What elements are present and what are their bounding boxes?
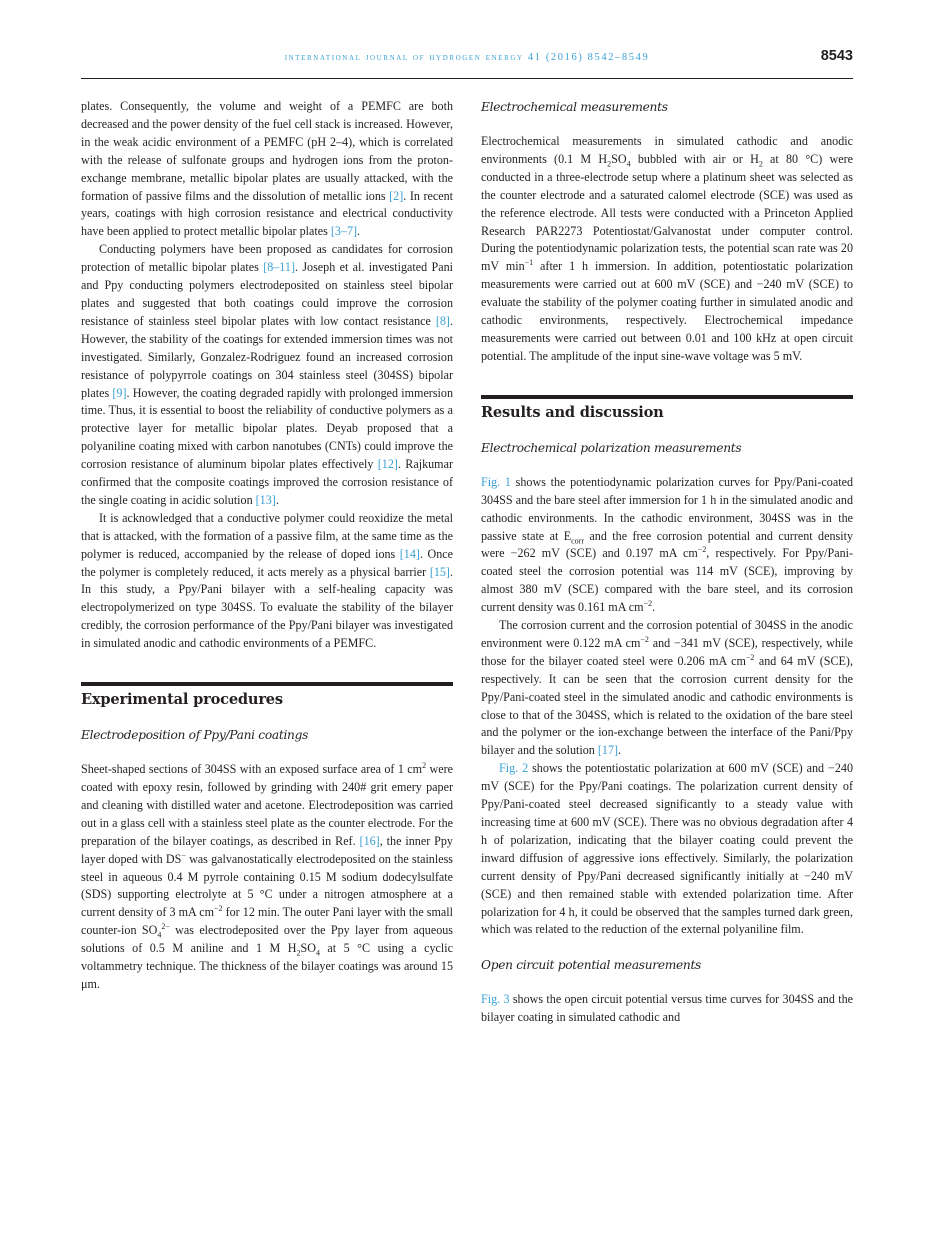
paragraph: Fig. 2 shows the potentiostatic polarization at 600 mV (SCE) and −240 mV (SCE) for the Ppy/Pani coatings. The polarization current density of Ppy/Pani-coated steel decreased significantly to a steady value with increasing time at 600 mV (SCE). There was no obvious degradation after 4 h of polarization, indicating that the bilayer coating could prevent the inward diffusion of aggressive ions effectively. Similarly, the polarization current density of Ppy/Pani decreased significantly initially at −240 mV (SCE) and then remained stable with extended polarization time. After polarization for 4 h, it could be observed that the samples turned dark green, which was related to the reduction of the external polyaniline film. xyxy=(481,761,853,937)
figure-link[interactable]: Fig. 2 xyxy=(499,761,529,776)
section-heading: Results and discussion xyxy=(481,395,853,423)
left-column xyxy=(81,98,453,994)
section-heading: Experimental procedures xyxy=(81,682,453,710)
subsection-heading: Electrochemical polarization measurements xyxy=(481,440,742,455)
paragraph: Electrochemical measurements in simulated cathodic and anodic environments (0.1 M $H_2SO_4$ bubbled with air or $H_2$ at 80 °C) were conducted in a three-electrode setup where a platinum sheet was selected as the counter electrode and a saturated calomel electrode (SCE) was used as the reference electrode. All tests were conducted with a Princeton Applied Research PAR2273 Potentiostat/Galvanostat under computer control. During the potentiodynamic polarization tests, the potential scan rate was 20 mV $\min^{-1}$ after 1 h immersion. In addition, potentiostatic polarization measurements were carried out at 600 mV (SCE) and −240 mV (SCE) to evaluate the stability of the polymer coating further in simulated anodic and cathodic environments, respectively. Electrochemical impedance measurements were carried out between 0.01 and 100 kHz at open circuit potential. The amplitude of the input sine-wave voltage was 5 mV. xyxy=(481,134,853,363)
paragraph: It is acknowledged that a conductive polymer could reoxidize the metal that is attacked, with the formation of a passive film, at the same time as the polymer is reduced, accompanied by the release of doped ions [14]. Once the polymer is completely reduced, it acts merely as a physical barrier [15]. In this study, a Ppy/Pani bilayer with a self-healing capacity was electropolymerized on type 304SS. To evaluate the stability of the bilayer credibly, the corrosion performance of the Ppy/Pani bilayer was investigated in simulated anodic and cathodic environments of a PEMFC. xyxy=(81,510,453,651)
right-column xyxy=(481,98,853,1027)
citation-link[interactable]: [14] xyxy=(399,546,420,561)
running-header xyxy=(81,48,853,79)
journal-title: international journal of hydrogen energy 41 (2016) 8542–8549 xyxy=(284,52,650,63)
page-number: 8543 xyxy=(820,48,853,64)
paragraph: Sheet-shaped sections of 304SS with an exposed surface area of 1 $cm^2$ were coated with epoxy resin, followed by grinding with 240# grit emery paper and cleaning with distilled water and acetone. Electrodeposition was carried out in a glass cell with a stainless steel plate as the counter electrode. For the preparation of the bilayer coatings, as described in Ref. [16], the inner Ppy layer doped with DS− was galvanostatically electrodeposited on the stainless steel in aqueous 0.4 M pyrrole containing 0.15 M sodium dodecylsulfate (SDS) supporting electrolyte at 5 °C under a nitrogen atmosphere at a current density of 3 mA $cm^{-2}$ for 12 min. The outer Pani layer with the small counter-ion $SO_4^{2-}$ was electrodeposited over the Ppy layer from aqueous solutions of 0.5 M aniline and 1 M $H_2SO_4$ at 5 °C using a cyclic voltammetry technique. The thickness of the bilayer coatings was around 15 μm. xyxy=(81,761,454,991)
figure-link[interactable]: Fig. 3 xyxy=(481,992,510,1007)
paragraph: Fig. 3 shows the open circuit potential versus time curves for 304SS and the bilayer coating in simulated cathodic and xyxy=(481,992,853,1025)
paragraph: plates. Consequently, the volume and weight of a PEMFC are both decreased and the power density of the fuel cell stack is increased. However, in the weak acidic environment of a PEMFC (pH 2–4), which is correlated with the release of sulfonate groups and hydrogen ions from the proton-exchange membrane, metallic bipolar plates are usually attacked, with the formation of passive films and the dissolution of metallic ions [2]. In recent years, coatings with high corrosion resistance and electrical conductivity have been applied to protect metallic bipolar plates [3–7]. xyxy=(81,99,453,239)
subsection-heading: Open circuit potential measurements xyxy=(481,958,702,973)
citation-link[interactable]: [2] xyxy=(389,188,404,203)
citation-link[interactable]: [8–11] xyxy=(263,260,295,275)
citation-link[interactable]: [13] xyxy=(255,492,276,507)
paragraph: Fig. 1 shows the potentiodynamic polarization curves for Ppy/Pani-coated 304SS and the bare steel after immersion for 1 h in the simulated anodic and cathodic environments. In the cathodic environment, 304SS was in the passive state at $E_{corr}$ and the free corrosion potential and current density were −262 mV (SCE) and 0.197 mA $cm^{-2}$, respectively. For Ppy/Pani-coated steel the corrosion potential was 114 mV (SCE), improving by almost 380 mV (SCE) compared with the bare steel, and its corrosion current density was 0.161 mA $cm^{-2}$. xyxy=(481,474,854,615)
paragraph: The corrosion current and the corrosion potential of 304SS in the anodic environment were 0.122 mA $cm^{-2}$ and −341 mV (SCE), respectively, while those for the bilayer coated steel were 0.206 mA $cm^{-2}$ and 64 mV (SCE), respectively. It can be seen that the corrosion current density for the Ppy/Pani-coated steel in the simulated anodic and cathodic environments is close to that of the 304SS, which is related to the oxidation of the bare steel and the polymer or the ion-exchange between the interface of the Pani/Ppy bilayer and the solution [17]. xyxy=(481,618,853,758)
subsection-heading: Electrochemical measurements xyxy=(481,100,668,114)
citation-link[interactable]: [12] xyxy=(377,457,398,472)
paragraph: Conducting polymers have been proposed as candidates for corrosion protection of metallic bipolar plates [8–11]. Joseph et al. investigated Pani and Ppy conducting polymers electrodeposited on stainless steel bipolar plates and suggested that both coatings could improve the corrosion resistance of stainless steel bipolar plates with low contact resistance [8]. However, the stability of the coatings for extended immersion times was not investigated. Similarly, Gonzalez-Rodriguez found an increased corrosion resistance of polypyrrole coatings on 304 stainless steel (304SS) bipolar plates [9]. However, the coating degraded rapidly with prolonged immersion time. Thus, it is essential to boost the reliability of conductive polymers as a protective layer for metallic bipolar plates. Deyab proposed that a polyaniline coating mixed with carbon nanotubes (CNTs) could improve the corrosion resistance of aluminum bipolar plates effectively [12]. Rajkumar confirmed that the composite coatings improved the corrosion resistance of the single coating in acidic solution [13]. xyxy=(81,242,454,507)
citation-link[interactable]: [8] xyxy=(435,313,450,328)
citation-link[interactable]: [17] xyxy=(597,743,619,758)
subsection-heading: Electrodeposition of Ppy/Pani coatings xyxy=(81,728,309,743)
citation-link[interactable]: [16] xyxy=(359,833,380,848)
figure-link[interactable]: Fig. 1 xyxy=(481,474,511,489)
citation-link[interactable]: [9] xyxy=(112,385,127,400)
citation-link[interactable]: [15] xyxy=(429,564,450,579)
citation-link[interactable]: [3–7] xyxy=(330,224,358,239)
